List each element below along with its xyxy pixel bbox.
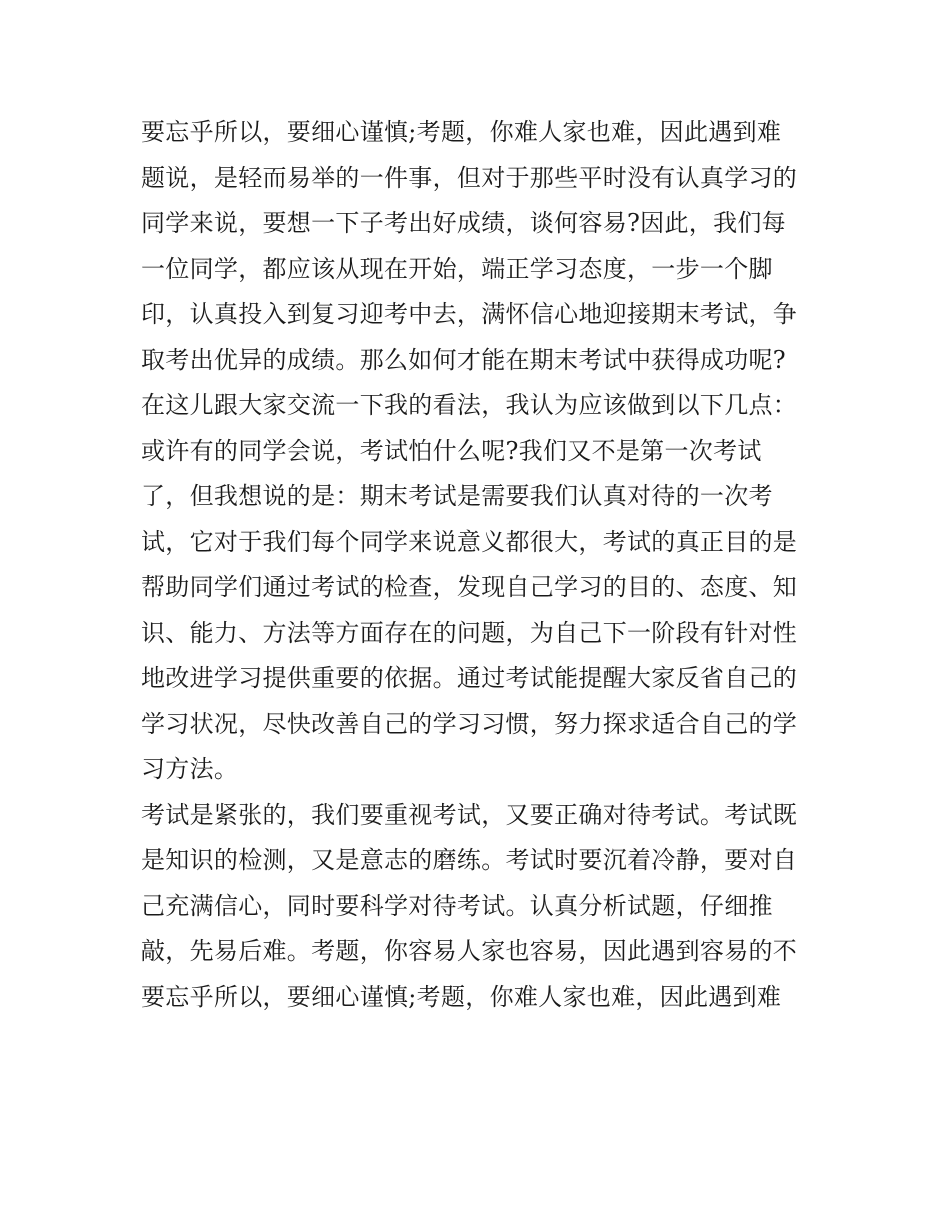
text-line: 习方法。 [141, 755, 239, 783]
text-line: 己充满信心，同时要科学对待考试。认真分析试题，仔细推 [141, 891, 773, 920]
text-line: 题说，是轻而易举的一件事，但对于那些平时没有认真学习的 [141, 163, 798, 192]
text-line: 一位同学，都应该从现在开始，端正学习态度，一步一个脚 [141, 254, 773, 283]
text-line: 了，但我想说的是：期末考试是需要我们认真对待的一次考 [141, 482, 773, 510]
text-line: 要忘乎所以，要细心谨慎;考题，你难人家也难，因此遇到难 [141, 118, 782, 146]
text-line: 试，它对于我们每个同学来说意义都很大，考试的真正目的是 [141, 527, 798, 556]
text-line: 帮助同学们通过考试的检查，发现自己学习的目的、态度、知 [141, 573, 798, 601]
text-line: 在这儿跟大家交流一下我的看法，我认为应该做到以下几点： [141, 391, 798, 419]
text-line: 要忘乎所以，要细心谨慎;考题，你难人家也难，因此遇到难 [141, 982, 782, 1011]
text-line: 或许有的同学会说，考试怕什么呢?我们又不是第一次考试 [141, 436, 762, 465]
text-line: 取考出优异的成绩。那么如何才能在期末考试中获得成功呢? [141, 345, 786, 374]
text-line: 敲，先易后难。考题，你容易人家也容易，因此遇到容易的不 [141, 937, 798, 965]
document-body [141, 110, 821, 1020]
text-line: 考试是紧张的，我们要重视考试，又要正确对待考试。考试既 [141, 800, 798, 829]
text-line: 是知识的检测，又是意志的磨练。考试时要沉着冷静，要对自 [141, 846, 798, 874]
text-line: 学习状况，尽快改善自己的学习习惯，努力探求适合自己的学 [141, 709, 798, 738]
text-line: 同学来说，要想一下子考出好成绩，谈何容易?因此，我们每 [141, 209, 786, 237]
text-line: 地改进学习提供重要的依据。通过考试能提醒大家反省自己的 [141, 664, 798, 692]
text-line: 识、能力、方法等方面存在的问题，为自己下一阶段有针对性 [141, 618, 798, 647]
text-line: 印，认真投入到复习迎考中去，满怀信心地迎接期末考试，争 [141, 300, 798, 328]
